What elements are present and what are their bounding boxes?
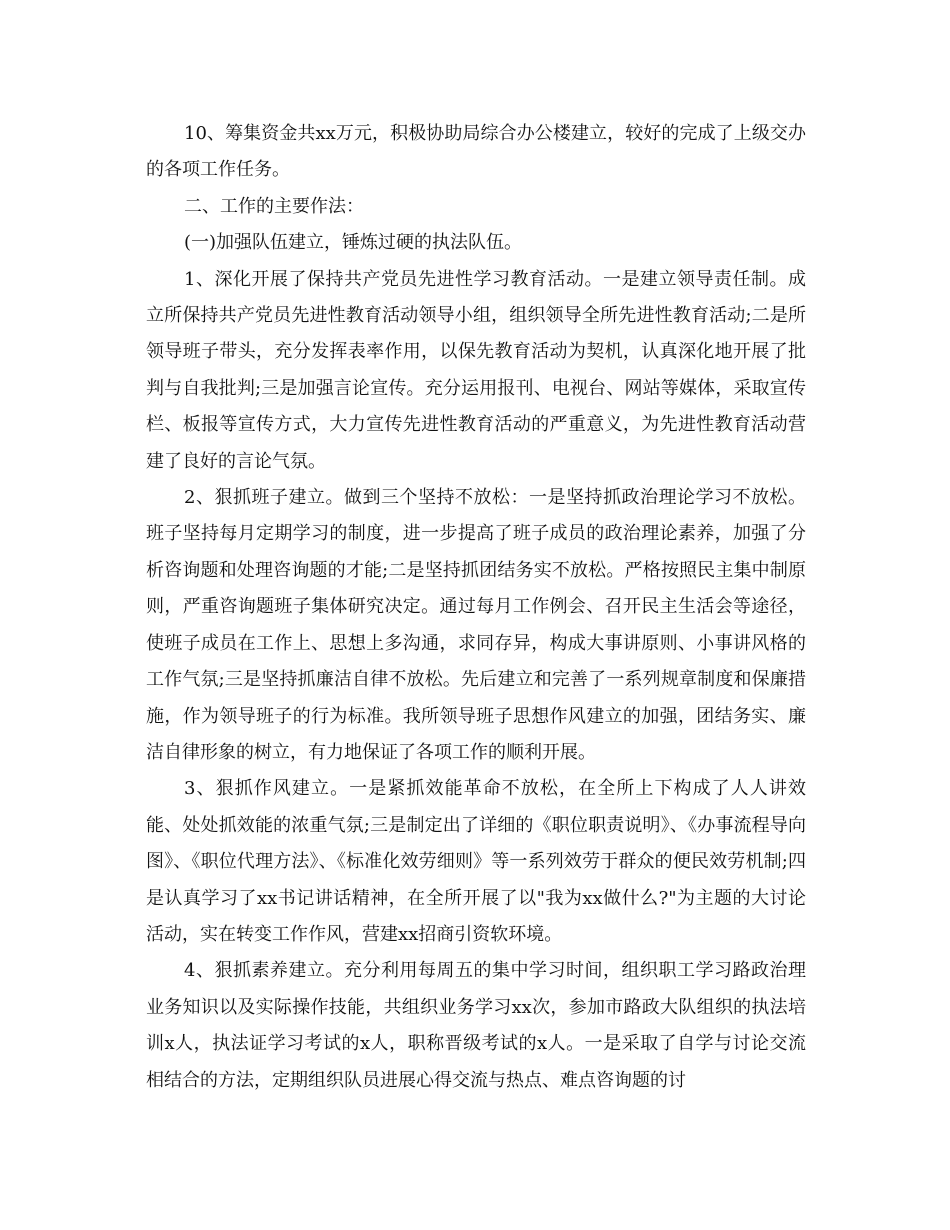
- paragraph-item-2: 2、狠抓班子建立。做到三个坚持不放松：一是坚持抓政治理论学习不放松。班子坚持每月定期学习的制度，进一步提高了班子成员的政治理论素养，加强了分析咨询题和处理咨询题的才能;二是坚持抓团结务实不放松。严格按照民主集中制原则，严重咨询题班子集体研究决定。通过每月工作例会、召开民主生活会等途径，使班子成员在工作上、思想上多沟通，求同存异，构成大事讲原则、小事讲风格的工作气氛;三是坚持抓廉洁自律不放松。先后建立和完善了一系列规章制度和保廉措施，作为领导班子的行为标准。我所领导班子思想作风建立的加强，团结务实、廉洁自律形象的树立，有力地保证了各项工作的顺利开展。: [146, 487, 806, 763]
- paragraph-item-1: 1、深化开展了保持共产党员先进性学习教育活动。一是建立领导责任制。成立所保持共产党员先进性教育活动领导小组，组织领导全所先进性教育活动;二是所领导班子带头，充分发挥表率作用，以保先教育活动为契机，认真深化地开展了批判与自我批判;三是加强言论宣传。充分运用报刊、电视台、网站等媒体，采取宣传栏、板报等宣传方式，大力宣传先进性教育活动的严重意义，为先进性教育活动营建了良好的言论气氛。: [146, 268, 806, 472]
- section-heading-main-methods: 二、工作的主要作法：: [184, 195, 364, 217]
- paragraph-item-3: 3、狠抓作风建立。一是紧抓效能革命不放松，在全所上下构成了人人讲效能、处处抓效能的浓重气氛;三是制定出了详细的《职位职责说明》、《办事流程导向图》、《职位代理方法》、《标准化效劳细则》等一系列效劳于群众的便民效劳机制;四是认真学习了xx书记讲话精神，在全所开展了以"我为xx做什么?"为主题的大讨论活动，实在转变工作作风，营建xx招商引资软环境。: [146, 778, 806, 945]
- paragraph-fundraising: 10、筹集资金共xx万元，积极协助局综合办公楼建立，较好的完成了上级交办的各项工作任务。: [146, 123, 806, 181]
- subsection-heading-team-building: (一)加强队伍建立，锤炼过硬的执法队伍。: [184, 232, 523, 254]
- document-body: [146, 116, 806, 1099]
- paragraph-item-4: 4、狠抓素养建立。充分利用每周五的集中学习时间，组织职工学习路政治理业务知识以及实际操作技能，共组织业务学习xx次，参加市路政大队组织的执法培训x人，执法证学习考试的x人，职称晋级考试的x人。一是采取了自学与讨论交流相结合的方法，定期组织队员进展心得交流与热点、难点咨询题的讨: [146, 960, 806, 1091]
